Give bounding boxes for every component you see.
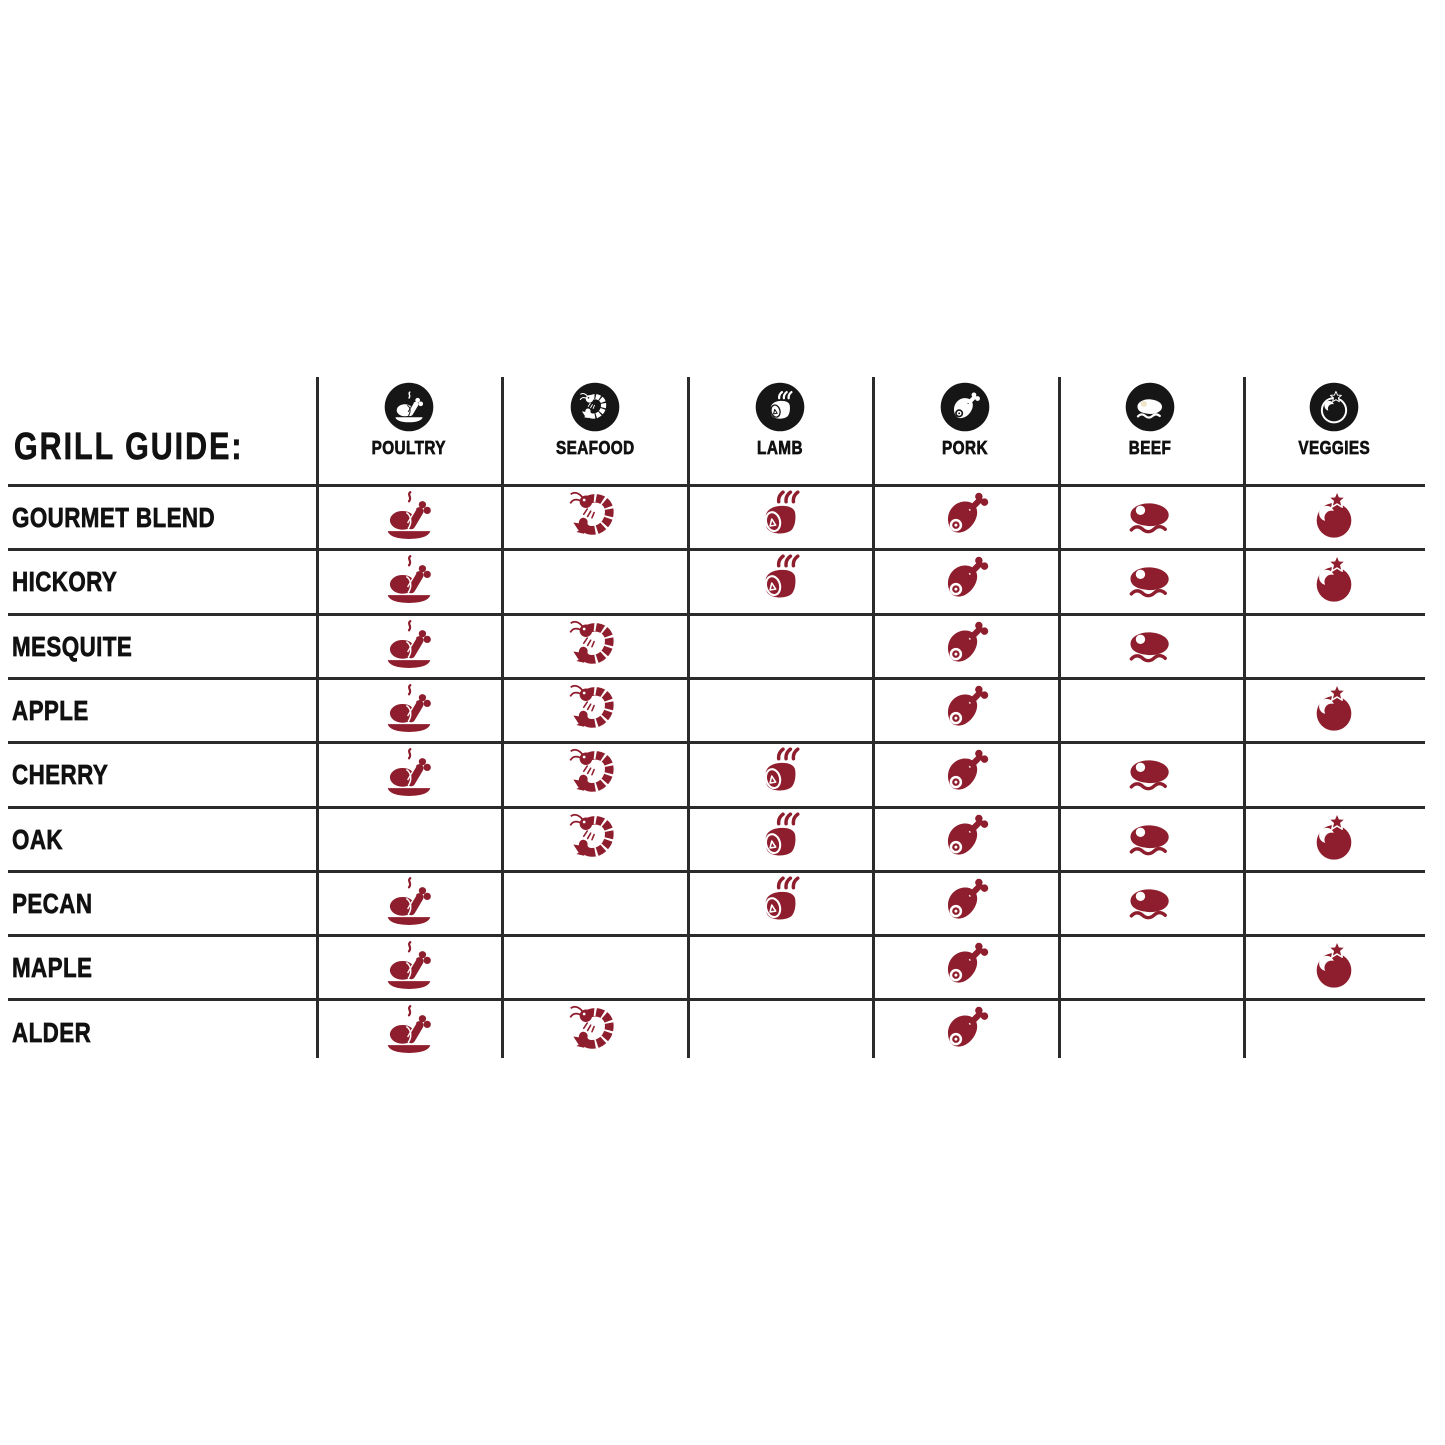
row-divider-line bbox=[8, 806, 1425, 809]
column-header-label: VEGGIES bbox=[1298, 438, 1370, 458]
pork-pairing-icon bbox=[939, 554, 991, 606]
beef-pairing-icon bbox=[1124, 490, 1176, 542]
column-divider-line bbox=[1243, 377, 1246, 1058]
pork-pairing-icon bbox=[939, 490, 991, 542]
beef-pairing-icon bbox=[1124, 619, 1176, 671]
row-divider-line bbox=[8, 934, 1425, 937]
seafood-pairing-icon bbox=[569, 812, 621, 864]
row-label: MAPLE bbox=[12, 952, 93, 983]
column-header-label: SEAFOOD bbox=[555, 438, 635, 458]
pork-pairing-icon bbox=[939, 619, 991, 671]
lamb-pairing-icon bbox=[754, 554, 806, 606]
column-header-beef bbox=[1075, 380, 1225, 457]
lamb-icon bbox=[753, 380, 807, 434]
row-divider-line bbox=[8, 484, 1425, 487]
veggies-pairing-icon bbox=[1308, 490, 1360, 542]
pork-pairing-icon bbox=[939, 812, 991, 864]
column-header-pork bbox=[890, 380, 1040, 457]
pork-pairing-icon bbox=[939, 747, 991, 799]
column-divider-line bbox=[872, 377, 875, 1058]
seafood-pairing-icon bbox=[569, 490, 621, 542]
row-label: APPLE bbox=[12, 695, 89, 726]
column-divider-line bbox=[1058, 377, 1061, 1058]
poultry-icon bbox=[382, 380, 436, 434]
row-label: HICKORY bbox=[12, 566, 118, 597]
seafood-pairing-icon bbox=[569, 1004, 621, 1056]
veggies-icon bbox=[1307, 380, 1361, 434]
pork-pairing-icon bbox=[939, 940, 991, 992]
beef-pairing-icon bbox=[1124, 876, 1176, 928]
column-divider-line bbox=[501, 377, 504, 1058]
poultry-pairing-icon bbox=[383, 876, 435, 928]
poultry-pairing-icon bbox=[383, 747, 435, 799]
row-label: ALDER bbox=[12, 1017, 92, 1048]
column-header-poultry bbox=[334, 380, 484, 457]
poultry-pairing-icon bbox=[383, 554, 435, 606]
row-divider-line bbox=[8, 677, 1425, 680]
column-divider-line bbox=[316, 377, 319, 1058]
row-divider-line bbox=[8, 870, 1425, 873]
column-header-label: LAMB bbox=[757, 438, 803, 458]
beef-pairing-icon bbox=[1124, 554, 1176, 606]
column-header-label: PORK bbox=[942, 438, 988, 458]
lamb-pairing-icon bbox=[754, 747, 806, 799]
beef-pairing-icon bbox=[1124, 812, 1176, 864]
row-divider-line bbox=[8, 741, 1425, 744]
beef-icon bbox=[1123, 380, 1177, 434]
column-header-label: BEEF bbox=[1128, 438, 1172, 458]
seafood-pairing-icon bbox=[569, 683, 621, 735]
poultry-pairing-icon bbox=[383, 490, 435, 542]
beef-pairing-icon bbox=[1124, 747, 1176, 799]
poultry-pairing-icon bbox=[383, 940, 435, 992]
column-header-lamb bbox=[705, 380, 855, 457]
pork-pairing-icon bbox=[939, 1004, 991, 1056]
row-divider-line bbox=[8, 613, 1425, 616]
lamb-pairing-icon bbox=[754, 876, 806, 928]
column-header-label: POULTRY bbox=[371, 438, 447, 458]
row-divider-line bbox=[8, 998, 1425, 1001]
veggies-pairing-icon bbox=[1308, 554, 1360, 606]
lamb-pairing-icon bbox=[754, 812, 806, 864]
pork-pairing-icon bbox=[939, 876, 991, 928]
seafood-icon bbox=[568, 380, 622, 434]
row-label: CHERRY bbox=[12, 759, 109, 790]
page-title: GRILL GUIDE: bbox=[14, 426, 244, 468]
pork-pairing-icon bbox=[939, 683, 991, 735]
row-label: MESQUITE bbox=[12, 631, 133, 662]
poultry-pairing-icon bbox=[383, 683, 435, 735]
veggies-pairing-icon bbox=[1308, 940, 1360, 992]
column-header-seafood bbox=[520, 380, 670, 457]
row-label: GOURMET BLEND bbox=[12, 502, 216, 533]
column-header-veggies bbox=[1259, 380, 1409, 457]
veggies-pairing-icon bbox=[1308, 812, 1360, 864]
row-label: OAK bbox=[12, 824, 63, 855]
seafood-pairing-icon bbox=[569, 619, 621, 671]
column-divider-line bbox=[687, 377, 690, 1058]
row-label: PECAN bbox=[12, 888, 93, 919]
seafood-pairing-icon bbox=[569, 747, 621, 799]
lamb-pairing-icon bbox=[754, 490, 806, 542]
row-divider-line bbox=[8, 548, 1425, 551]
poultry-pairing-icon bbox=[383, 619, 435, 671]
pork-icon bbox=[938, 380, 992, 434]
poultry-pairing-icon bbox=[383, 1004, 435, 1056]
veggies-pairing-icon bbox=[1308, 683, 1360, 735]
